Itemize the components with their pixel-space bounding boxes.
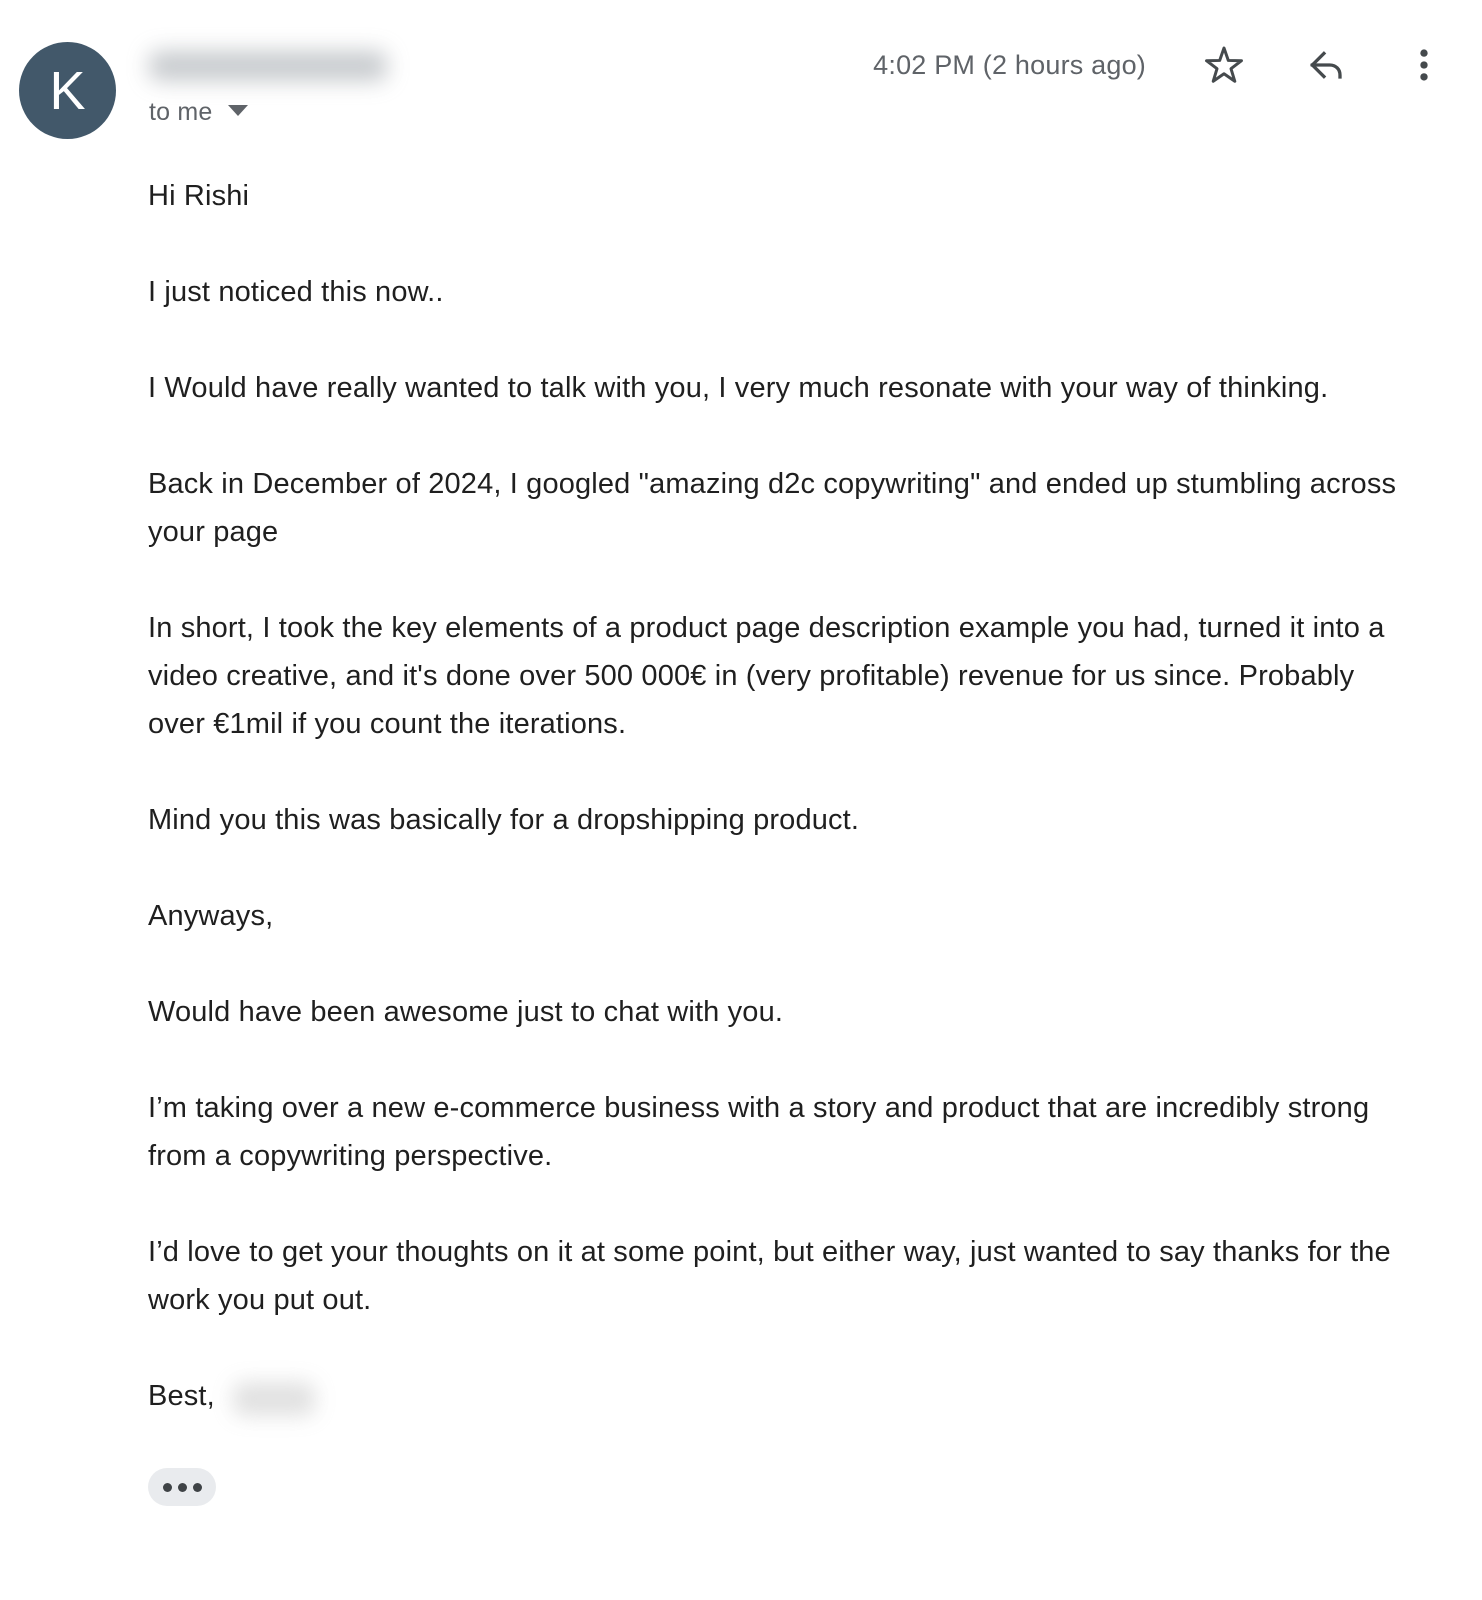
body-paragraph: In short, I took the key elements of a product page description example you had, turned it into a video creative, and it's done over 500 000€ in (very profitable) revenue for us since. Probably over €1mil if you count the iterations. xyxy=(148,612,1385,740)
body-paragraph: Back in December of 2024, I googled "amazing d2c copywriting" and ended up stumbling across your page xyxy=(148,468,1397,548)
avatar[interactable] xyxy=(19,42,116,139)
timestamp: 4:02 PM (2 hours ago) xyxy=(873,49,1146,80)
signature-name-redacted xyxy=(233,1382,315,1416)
signature-prefix: Best, xyxy=(148,1380,215,1412)
recipient-label: to me xyxy=(149,98,213,126)
more-options-button[interactable] xyxy=(1400,41,1448,89)
trimmed-content-icon xyxy=(178,1483,187,1492)
body-paragraph: Hi Rishi xyxy=(148,180,250,212)
signature-line xyxy=(148,1372,1414,1420)
trimmed-content-icon xyxy=(163,1483,172,1492)
star-icon xyxy=(1203,44,1245,86)
reply-button[interactable] xyxy=(1302,41,1350,89)
show-trimmed-content-button[interactable] xyxy=(148,1468,216,1506)
body-paragraph: I’m taking over a new e-commerce business with a story and product that are incredibly strong from a copywriting perspective. xyxy=(148,1092,1370,1172)
header-main xyxy=(149,42,1448,127)
sender-name-redacted xyxy=(149,51,387,81)
header-top-row xyxy=(149,42,1448,88)
body-paragraph: Mind you this was basically for a dropshipping product. xyxy=(148,804,860,836)
avatar-letter: K xyxy=(49,60,86,121)
email-body xyxy=(148,139,1414,1506)
reply-icon xyxy=(1305,44,1347,86)
body-paragraph: I’d love to get your thoughts on it at some point, but either way, just wanted to say thanks for the work you put out. xyxy=(148,1236,1391,1316)
more-vert-icon xyxy=(1403,44,1445,86)
header-meta xyxy=(873,41,1448,89)
trimmed-content-icon xyxy=(193,1483,202,1492)
star-button[interactable] xyxy=(1200,41,1248,89)
body-paragraph: Would have been awesome just to chat with you. xyxy=(148,996,784,1028)
recipient-details-toggle[interactable] xyxy=(149,98,251,127)
body-paragraph: I just noticed this now.. xyxy=(148,276,444,308)
chevron-down-icon xyxy=(225,102,251,123)
email-header xyxy=(0,0,1482,139)
body-paragraph: I Would have really wanted to talk with you, I very much resonate with your way of thinking. xyxy=(148,372,1329,404)
body-paragraph: Anyways, xyxy=(148,900,274,932)
